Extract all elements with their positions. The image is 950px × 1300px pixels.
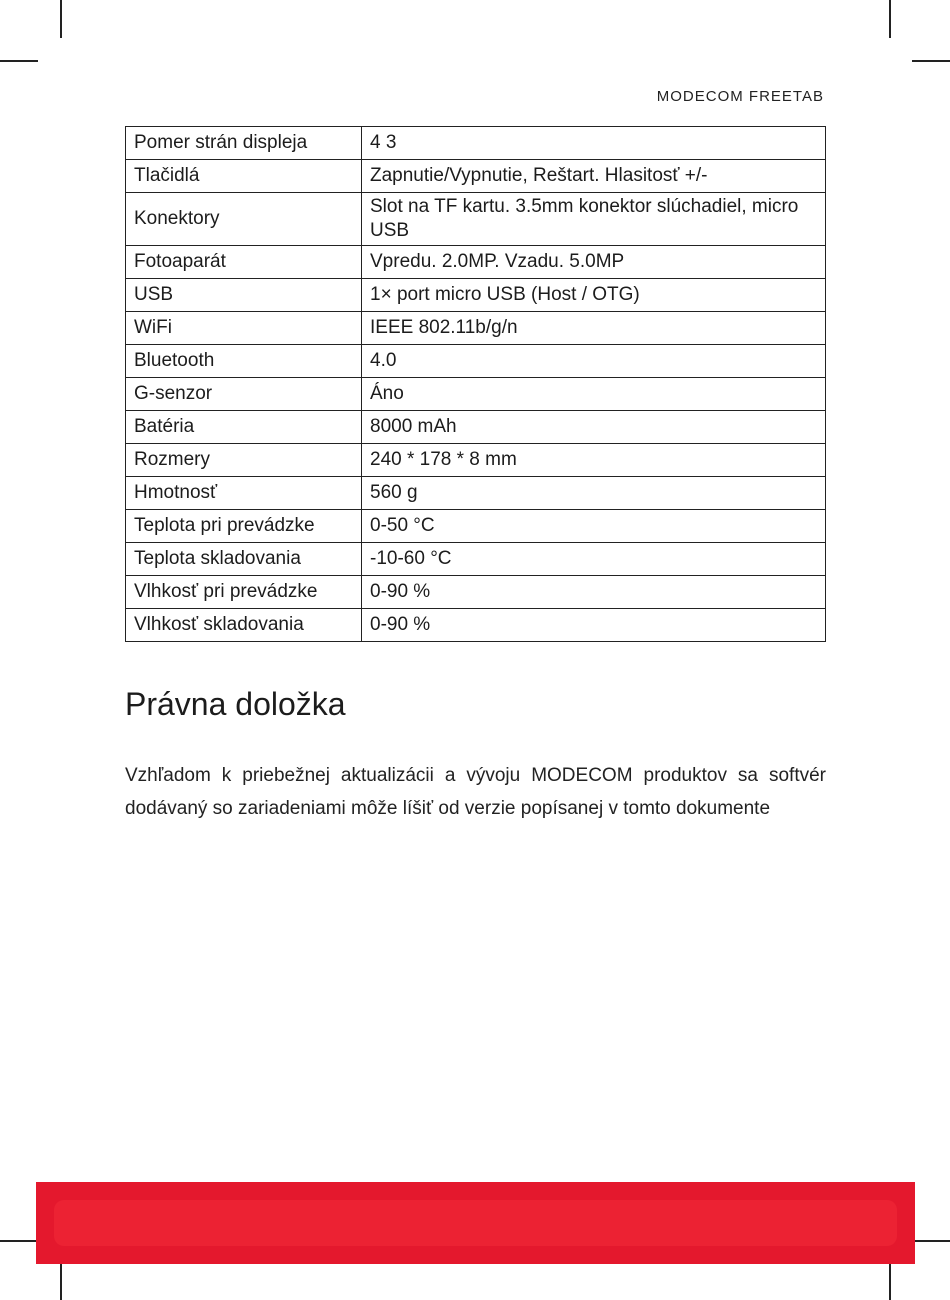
spec-value: Áno <box>362 378 826 411</box>
spec-value: -10-60 °C <box>362 543 826 576</box>
table-row <box>126 576 826 609</box>
spec-label: Pomer strán displeja <box>126 127 362 160</box>
spec-label: G-senzor <box>126 378 362 411</box>
table-row <box>126 510 826 543</box>
spec-label: Konektory <box>126 193 362 246</box>
spec-value: 4.0 <box>362 345 826 378</box>
crop-mark-top-left-h <box>0 60 38 62</box>
crop-mark-bottom-left <box>60 1262 62 1300</box>
spec-value: 0-50 °C <box>362 510 826 543</box>
section-title: Právna doložka <box>125 686 346 722</box>
spec-label: Teplota pri prevádzke <box>126 510 362 543</box>
spec-label: Fotoaparát <box>126 246 362 279</box>
crop-mark-top-right-h <box>912 60 950 62</box>
spec-label: Vlhkosť pri prevádzke <box>126 576 362 609</box>
table-row <box>126 444 826 477</box>
footer-bar-inner <box>54 1200 897 1246</box>
spec-label: WiFi <box>126 312 362 345</box>
spec-label: Teplota skladovania <box>126 543 362 576</box>
table-row <box>126 345 826 378</box>
table-row <box>126 246 826 279</box>
table-row <box>126 160 826 193</box>
spec-value: 8000 mAh <box>362 411 826 444</box>
spec-value: 4 3 <box>362 127 826 160</box>
spec-label: Bluetooth <box>126 345 362 378</box>
table-row <box>126 609 826 642</box>
spec-label: USB <box>126 279 362 312</box>
spec-value: 1× port micro USB (Host / OTG) <box>362 279 826 312</box>
crop-mark-top-right <box>889 0 891 38</box>
crop-mark-bottom-left-h <box>0 1240 38 1242</box>
spec-label: Vlhkosť skladovania <box>126 609 362 642</box>
crop-mark-bottom-right-h <box>912 1240 950 1242</box>
table-row <box>126 127 826 160</box>
crop-mark-top-left <box>60 0 62 38</box>
spec-label: Hmotnosť <box>126 477 362 510</box>
spec-label: Batéria <box>126 411 362 444</box>
running-header: MODECOM FREETAB <box>656 88 824 105</box>
spec-value: Vpredu. 2.0MP. Vzadu. 5.0MP <box>362 246 826 279</box>
table-row <box>126 312 826 345</box>
spec-value: Slot na TF kartu. 3.5mm konektor slúchadiel, micro USB <box>362 193 826 246</box>
table-row <box>126 477 826 510</box>
footer-bar <box>36 1182 915 1264</box>
spec-value: 0-90 % <box>362 609 826 642</box>
spec-label: Rozmery <box>126 444 362 477</box>
spec-value: 560 g <box>362 477 826 510</box>
table-row <box>126 543 826 576</box>
spec-value: IEEE 802.11b/g/n <box>362 312 826 345</box>
spec-table <box>125 126 826 642</box>
spec-value: 0-90 % <box>362 576 826 609</box>
table-row <box>126 378 826 411</box>
spec-value: Zapnutie/Vypnutie, Reštart. Hlasitosť +/- <box>362 160 826 193</box>
crop-mark-bottom-right <box>889 1262 891 1300</box>
table-row <box>126 411 826 444</box>
table-row <box>126 193 826 246</box>
spec-value: 240 * 178 * 8 mm <box>362 444 826 477</box>
spec-label: Tlačidlá <box>126 160 362 193</box>
table-row <box>126 279 826 312</box>
legal-paragraph: Vzhľadom k priebežnej aktualizácii a vývoju MODECOM produktov sa softvér dodávaný so zariadeniami môže líšiť od verzie popísanej v tomto dokumente <box>125 765 826 819</box>
